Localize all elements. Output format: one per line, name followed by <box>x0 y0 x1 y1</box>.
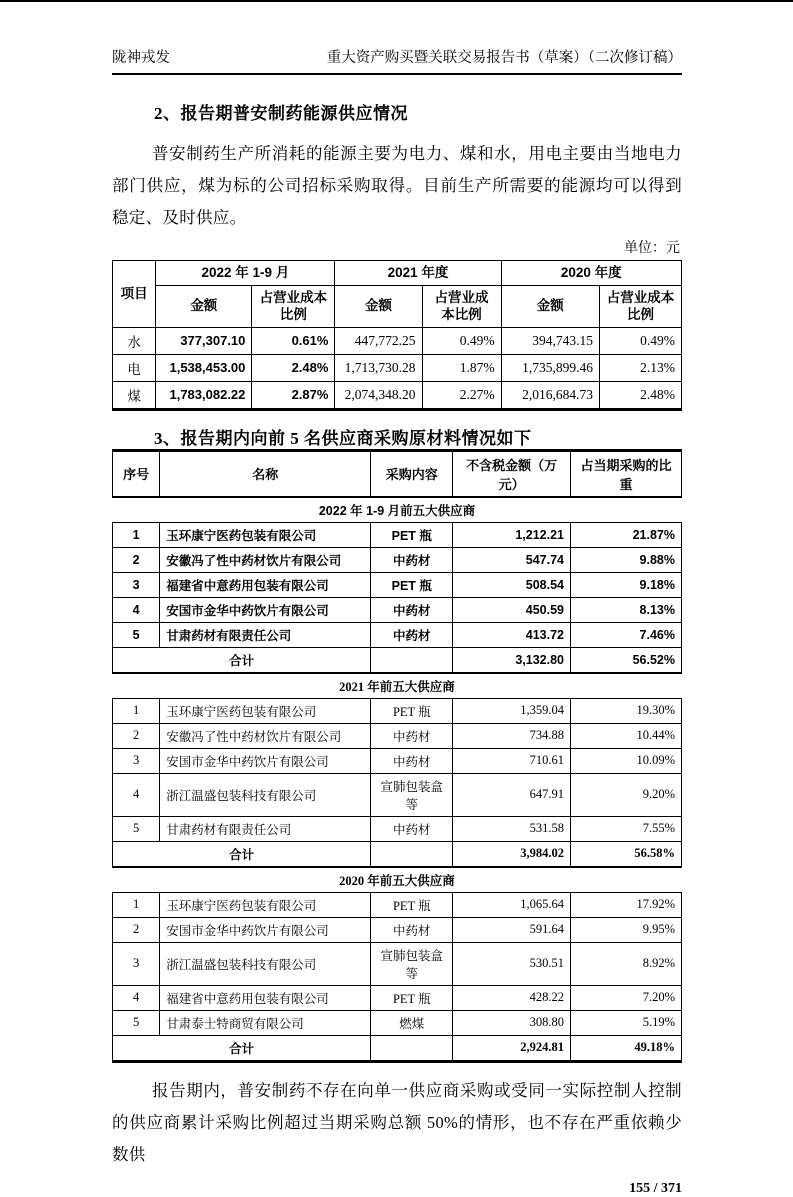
supplier-name: 甘肃泰士特商贸有限公司 <box>160 1010 371 1035</box>
supplier-name: 甘肃药材有限责任公司 <box>160 622 371 647</box>
row-index: 5 <box>113 622 160 647</box>
purchase-content: 中药材 <box>371 622 453 647</box>
purchase-content: 中药材 <box>371 917 453 942</box>
row-index: 2 <box>113 547 160 572</box>
empty-cell <box>371 841 453 867</box>
supplier-row <box>113 985 682 1010</box>
page-number: 155 / 371 <box>629 1180 682 1196</box>
amount-cell: 2,074,348.20 <box>335 381 422 409</box>
empty-cell <box>371 647 453 673</box>
amount-cell: 1,538,453.00 <box>156 354 252 381</box>
supplier-name: 安国市金华中药饮片有限公司 <box>160 917 371 942</box>
amount-cell: 1,212.21 <box>453 522 571 547</box>
supplier-name: 玉环康宁医药包装有限公司 <box>160 698 371 723</box>
ratio-cell: 19.30% <box>571 698 682 723</box>
purchase-content: 中药材 <box>371 597 453 622</box>
amount-cell: 377,307.10 <box>156 327 252 354</box>
supplier-row <box>113 816 682 841</box>
amount-cell: 530.51 <box>453 942 571 985</box>
table-row <box>113 261 682 286</box>
ratio-cell: 10.44% <box>571 723 682 748</box>
total-row <box>113 647 682 673</box>
ratio-cell: 5.19% <box>571 1010 682 1035</box>
header-right-text: 重大资产购买暨关联交易报告书（草案）（二次修订稿） <box>326 50 682 66</box>
total-ratio: 49.18% <box>571 1035 682 1061</box>
supplier-name: 安国市金华中药饮片有限公司 <box>160 597 371 622</box>
ratio-cell: 9.88% <box>571 547 682 572</box>
total-row <box>113 841 682 867</box>
col-header: 占当期采购的比重 <box>571 450 682 497</box>
col-header-item: 项目 <box>113 261 156 328</box>
total-ratio: 56.58% <box>571 841 682 867</box>
col-header-ratio: 占营业成本比例 <box>422 285 501 327</box>
section-3-heading: 3、报告期内向前 5 名供应商采购原材料情况如下 <box>154 428 532 448</box>
col-header-period: 2020 年度 <box>501 261 681 286</box>
supplier-row <box>113 748 682 773</box>
amount-cell: 647.91 <box>453 773 571 816</box>
ratio-cell: 7.20% <box>571 985 682 1010</box>
ratio-cell: 0.61% <box>252 327 335 354</box>
supplier-name: 甘肃药材有限责任公司 <box>160 816 371 841</box>
purchase-content: PET 瓶 <box>371 522 453 547</box>
col-header: 不含税金额（万元） <box>453 450 571 497</box>
total-label: 合计 <box>113 841 371 867</box>
supplier-row <box>113 572 682 597</box>
ratio-cell: 9.95% <box>571 917 682 942</box>
table-row <box>113 381 682 409</box>
section-title-row <box>113 497 682 523</box>
row-index: 5 <box>113 816 160 841</box>
amount-cell: 710.61 <box>453 748 571 773</box>
col-header-ratio: 占营业成本比例 <box>600 285 682 327</box>
row-index: 4 <box>113 773 160 816</box>
energy-supply-table <box>112 260 682 411</box>
purchase-content: PET 瓶 <box>371 572 453 597</box>
supplier-purchase-table <box>112 449 682 1063</box>
supplier-name: 玉环康宁医药包装有限公司 <box>160 522 371 547</box>
ratio-cell: 7.46% <box>571 622 682 647</box>
amount-cell: 734.88 <box>453 723 571 748</box>
supplier-row <box>113 773 682 816</box>
energy-item-label: 电 <box>113 354 156 381</box>
total-amount: 2,924.81 <box>453 1035 571 1061</box>
table-row <box>113 354 682 381</box>
supplier-row <box>113 1010 682 1035</box>
ratio-cell: 9.18% <box>571 572 682 597</box>
amount-cell: 394,743.15 <box>501 327 599 354</box>
row-index: 2 <box>113 917 160 942</box>
ratio-cell: 1.87% <box>422 354 501 381</box>
amount-cell: 1,359.04 <box>453 698 571 723</box>
ratio-cell: 7.55% <box>571 816 682 841</box>
page-top-border <box>0 0 793 2</box>
ratio-cell: 2.48% <box>600 381 682 409</box>
col-header: 采购内容 <box>371 450 453 497</box>
col-header: 名称 <box>160 450 371 497</box>
supplier-name: 浙江温盛包装科技有限公司 <box>160 773 371 816</box>
purchase-content: PET 瓶 <box>371 985 453 1010</box>
ratio-cell: 17.92% <box>571 892 682 917</box>
supplier-name: 安徽冯了性中药材饮片有限公司 <box>160 723 371 748</box>
ratio-cell: 10.09% <box>571 748 682 773</box>
col-header-period: 2021 年度 <box>335 261 501 286</box>
table-row <box>113 327 682 354</box>
amount-cell: 547.74 <box>453 547 571 572</box>
row-index: 4 <box>113 597 160 622</box>
col-header-ratio: 占营业成本比例 <box>252 285 335 327</box>
supplier-row <box>113 698 682 723</box>
row-index: 1 <box>113 698 160 723</box>
ratio-cell: 2.27% <box>422 381 501 409</box>
supplier-row <box>113 547 682 572</box>
amount-cell: 2,016,684.73 <box>501 381 599 409</box>
total-ratio: 56.52% <box>571 647 682 673</box>
purchase-content: 宣肺包装盒等 <box>371 773 453 816</box>
supplier-name: 玉环康宁医药包装有限公司 <box>160 892 371 917</box>
row-index: 1 <box>113 892 160 917</box>
purchase-content: 中药材 <box>371 748 453 773</box>
total-label: 合计 <box>113 647 371 673</box>
amount-cell: 1,065.64 <box>453 892 571 917</box>
amount-cell: 428.22 <box>453 985 571 1010</box>
ratio-cell: 2.87% <box>252 381 335 409</box>
amount-cell: 450.59 <box>453 597 571 622</box>
section-2-paragraph: 普安制药生产所消耗的能源主要为电力、煤和水，用电主要由当地电力部门供应，煤为标的公司招标采购取得。目前生产所需要的能源均可以得到稳定、及时供应。 <box>112 144 682 227</box>
supplier-row <box>113 622 682 647</box>
row-index: 5 <box>113 1010 160 1035</box>
amount-cell: 508.54 <box>453 572 571 597</box>
section-2-heading: 2、报告期普安制药能源供应情况 <box>154 104 408 123</box>
amount-cell: 1,783,082.22 <box>156 381 252 409</box>
col-header-amount: 金额 <box>335 285 422 327</box>
col-header-period: 2022 年 1-9 月 <box>156 261 335 286</box>
supplier-row <box>113 942 682 985</box>
closing-paragraph: 报告期内，普安制药不存在向单一供应商采购或受同一实际控制人控制的供应商累计采购比例超过当期采购总额 50%的情形，也不存在严重依赖少数供 <box>112 1080 682 1164</box>
amount-cell: 531.58 <box>453 816 571 841</box>
document-header <box>112 46 682 75</box>
amount-cell: 1,735,899.46 <box>501 354 599 381</box>
row-index: 3 <box>113 748 160 773</box>
amount-cell: 447,772.25 <box>335 327 422 354</box>
section-title-row <box>113 867 682 893</box>
ratio-cell: 8.13% <box>571 597 682 622</box>
header-left-text: 陇神戎发 <box>112 50 170 66</box>
amount-cell: 413.72 <box>453 622 571 647</box>
section-title: 2022 年 1-9 月前五大供应商 <box>113 497 682 523</box>
table-row <box>113 285 682 327</box>
supplier-name: 福建省中意药用包装有限公司 <box>160 572 371 597</box>
supplier-row <box>113 597 682 622</box>
ratio-cell: 2.13% <box>600 354 682 381</box>
total-amount: 3,132.80 <box>453 647 571 673</box>
supplier-name: 安国市金华中药饮片有限公司 <box>160 748 371 773</box>
page-content <box>112 46 682 1197</box>
purchase-content: PET 瓶 <box>371 698 453 723</box>
ratio-cell: 8.92% <box>571 942 682 985</box>
section-title: 2021 年前五大供应商 <box>113 673 682 699</box>
col-header: 序号 <box>113 450 160 497</box>
supplier-name: 浙江温盛包装科技有限公司 <box>160 942 371 985</box>
purchase-content: 中药材 <box>371 816 453 841</box>
row-index: 4 <box>113 985 160 1010</box>
empty-cell <box>371 1035 453 1061</box>
amount-cell: 308.80 <box>453 1010 571 1035</box>
col-header-amount: 金额 <box>156 285 252 327</box>
purchase-content: 中药材 <box>371 547 453 572</box>
ratio-cell: 21.87% <box>571 522 682 547</box>
supplier-name: 安徽冯了性中药材饮片有限公司 <box>160 547 371 572</box>
ratio-cell: 9.20% <box>571 773 682 816</box>
supplier-row <box>113 892 682 917</box>
amount-cell: 1,713,730.28 <box>335 354 422 381</box>
section-title: 2020 年前五大供应商 <box>113 867 682 893</box>
purchase-content: 中药材 <box>371 723 453 748</box>
supplier-row <box>113 723 682 748</box>
row-index: 1 <box>113 522 160 547</box>
supplier-name: 福建省中意药用包装有限公司 <box>160 985 371 1010</box>
total-label: 合计 <box>113 1035 371 1061</box>
total-row <box>113 1035 682 1061</box>
energy-item-label: 水 <box>113 327 156 354</box>
table-header-row <box>113 450 682 497</box>
purchase-content: 宣肺包装盒等 <box>371 942 453 985</box>
unit-label: 单位：元 <box>624 241 680 256</box>
row-index: 3 <box>113 572 160 597</box>
row-index: 3 <box>113 942 160 985</box>
section-title-row <box>113 673 682 699</box>
supplier-row <box>113 522 682 547</box>
energy-item-label: 煤 <box>113 381 156 409</box>
total-amount: 3,984.02 <box>453 841 571 867</box>
ratio-cell: 2.48% <box>252 354 335 381</box>
row-index: 2 <box>113 723 160 748</box>
ratio-cell: 0.49% <box>600 327 682 354</box>
ratio-cell: 0.49% <box>422 327 501 354</box>
col-header-amount: 金额 <box>501 285 599 327</box>
amount-cell: 591.64 <box>453 917 571 942</box>
purchase-content: 燃煤 <box>371 1010 453 1035</box>
supplier-row <box>113 917 682 942</box>
purchase-content: PET 瓶 <box>371 892 453 917</box>
